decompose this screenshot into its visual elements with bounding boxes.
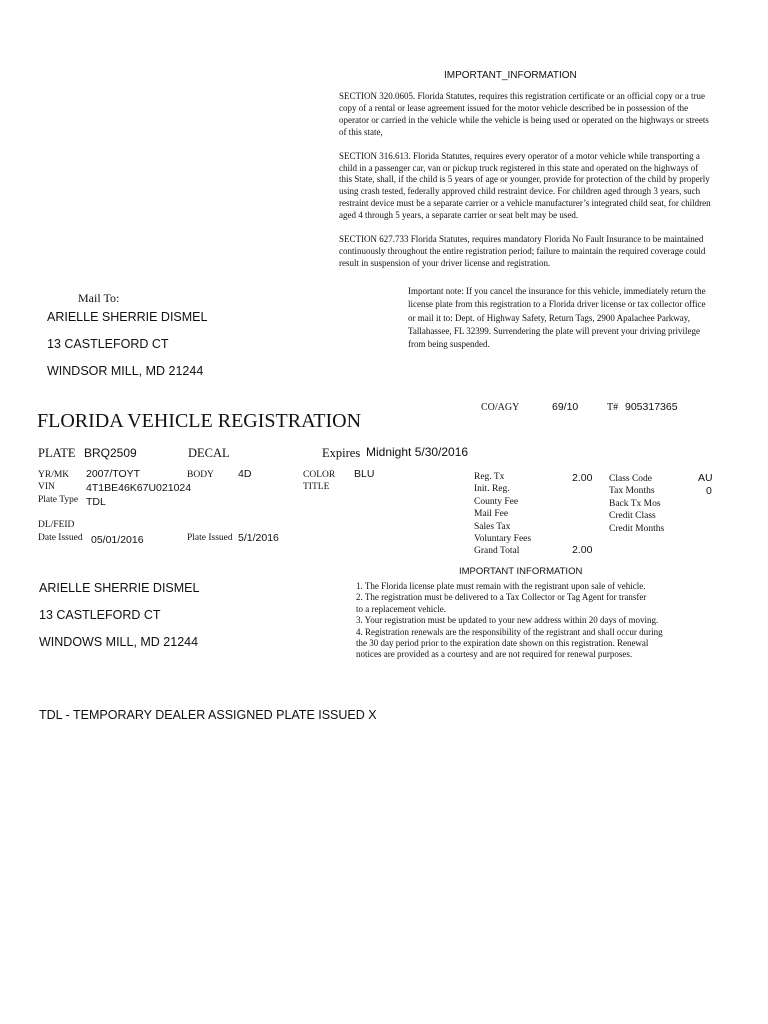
- class-code-value: AU: [698, 472, 713, 484]
- bottom-info-heading: IMPORTANT INFORMATION: [459, 566, 583, 577]
- fee-label-voluntary-fees: Voluntary Fees: [474, 534, 532, 545]
- date-issued-label: Date Issued: [38, 533, 83, 543]
- expires-value: Midnight 5/30/2016: [366, 445, 469, 459]
- plate-value: BRQ2509: [84, 446, 137, 460]
- mail-to-name: ARIELLE SHERRIE DISMEL: [47, 310, 208, 324]
- fee-label-sales-tax: Sales Tax: [474, 521, 511, 532]
- yrmk-label: YR/MK: [38, 470, 70, 480]
- bottom-info-list: [356, 581, 716, 661]
- fee-label-init-reg: Init. Reg.: [474, 484, 510, 495]
- t-number-label: T#: [607, 402, 619, 413]
- mail-to-label: Mail To:: [78, 291, 120, 305]
- plate-issued-value: 5/1/2016: [238, 532, 279, 544]
- plate-issued-label: Plate Issued: [187, 533, 233, 543]
- class-label-credit-class: Credit Class: [609, 511, 656, 522]
- fee-labels: [474, 471, 531, 558]
- section-320-paragraph: SECTION 320.0605. Florida Statutes, requires this registration certificate or an official copy or a true copy of a rental or lease agreement issued for the motor vehicle described be in possession of the operator or carried in the vehicle while the vehicle is being used or operated on the highways or streets of this state,: [339, 91, 709, 137]
- co-agy-label: CO/AGY: [481, 402, 520, 413]
- plate-type-value: TDL: [86, 496, 106, 508]
- grand-total-value: 2.00: [572, 544, 593, 556]
- fee-label-county-fee: County Fee: [474, 496, 519, 507]
- fee-label-mail-fee: Mail Fee: [474, 509, 509, 520]
- vin-label: VIN: [38, 482, 55, 492]
- body-value: 4D: [238, 468, 252, 480]
- statute-sections: [339, 91, 711, 270]
- class-label-class-code: Class Code: [609, 474, 653, 484]
- registration-title: FLORIDA VEHICLE REGISTRATION: [37, 410, 362, 432]
- class-label-back-tx-mos: Back Tx Mos: [609, 498, 661, 509]
- mail-to-city: WINDSOR MILL, MD 21244: [47, 364, 204, 378]
- important-note-text: Important note: If you cancel the insurance for this vehicle, immediately return the license plate from this registration to a Florida driver license or tax collector office or mail it to: Dept. of Highway Safety, Return Tags, 2900 Apalachee Parkway, Tallahassee, FL 32399. Surrendering the plate will prevent your driving privilege from being suspended.: [408, 286, 706, 350]
- bottom-info-line-1: 1. The Florida license plate must remain with the registrant upon sale of vehicle.: [356, 581, 646, 591]
- reg-tx-value: 2.00: [572, 472, 593, 484]
- fee-label-grand-total: Grand Total: [474, 546, 520, 557]
- expires-label: Expires: [322, 446, 361, 460]
- color-label: COLOR: [303, 470, 336, 480]
- mail-to-street: 13 CASTLEFORD CT: [47, 337, 169, 351]
- tax-months-value: 0: [706, 485, 712, 497]
- class-label-tax-months: Tax Months: [609, 486, 655, 497]
- date-issued-value: 05/01/2016: [91, 534, 144, 546]
- body-label: BODY: [187, 470, 214, 480]
- bottom-info-line-2: 2. The registration must be delivered to a Tax Collector or Tag Agent for transfer: [356, 592, 647, 603]
- bottom-info-line-4: 3. Your registration must be updated to your new address within 20 days of moving.: [356, 615, 659, 626]
- owner-street: 13 CASTLEFORD CT: [39, 608, 161, 622]
- bottom-info-line-3: to a replacement vehicle.: [356, 603, 446, 614]
- class-label-credit-months: Credit Months: [609, 523, 665, 534]
- plate-issued-footer: TDL - TEMPORARY DEALER ASSIGNED PLATE ISSUED X: [39, 708, 377, 722]
- vin-value: 4T1BE46K67U021024: [86, 482, 192, 494]
- title-label: TITLE: [303, 482, 330, 492]
- class-labels: [609, 473, 664, 535]
- color-value: BLU: [354, 468, 375, 480]
- dlfeid-label: DL/FEID: [38, 520, 75, 530]
- fee-label-reg-tx: Reg. Tx: [474, 472, 505, 482]
- t-number-value: 905317365: [625, 401, 678, 413]
- section-627-paragraph: SECTION 627.733 Florida Statutes, requires mandatory Florida No Fault Insurance to be maintained continuously throughout the entire registration period; failure to maintain the required coverage could result in suspension of your driver license and registration.: [339, 234, 706, 268]
- plate-type-label: Plate Type: [38, 495, 79, 505]
- bottom-info-line-6: the 30 day period prior to the expiration date shown on this registration. Renewal: [356, 638, 649, 649]
- co-agy-value: 69/10: [552, 401, 579, 413]
- yrmk-value: 2007/TOYT: [86, 468, 141, 480]
- bottom-info-line-5: 4. Registration renewals are the responsibility of the registrant and shall occur during: [356, 626, 663, 637]
- owner-name: ARIELLE SHERRIE DISMEL: [39, 581, 200, 595]
- decal-label: DECAL: [188, 446, 230, 460]
- section-316-paragraph: SECTION 316.613. Florida Statutes, requires every operator of a motor vehicle while transporting a child in a passenger car, van or pickup truck registered in this state and operated on the highways of this State, shall, if the child is 5 years of age or younger, provide for protection of the child by properly using crash tested, federally approved child restraint device. For children aged through 3 years, such restraint device must be a separate carrier or a vehicle manufacturer’s integrated child seat, for children aged 4 through 5 years, a separate carrier or seat belt may be used.: [339, 150, 711, 221]
- bottom-info-line-7: notices are provided as a courtesy and are not required for renewal purposes.: [356, 649, 633, 660]
- important-note: [408, 285, 713, 351]
- important-information-heading: IMPORTANT_INFORMATION: [444, 70, 577, 81]
- owner-city: WINDOWS MILL, MD 21244: [39, 635, 199, 649]
- plate-label: PLATE: [38, 446, 76, 460]
